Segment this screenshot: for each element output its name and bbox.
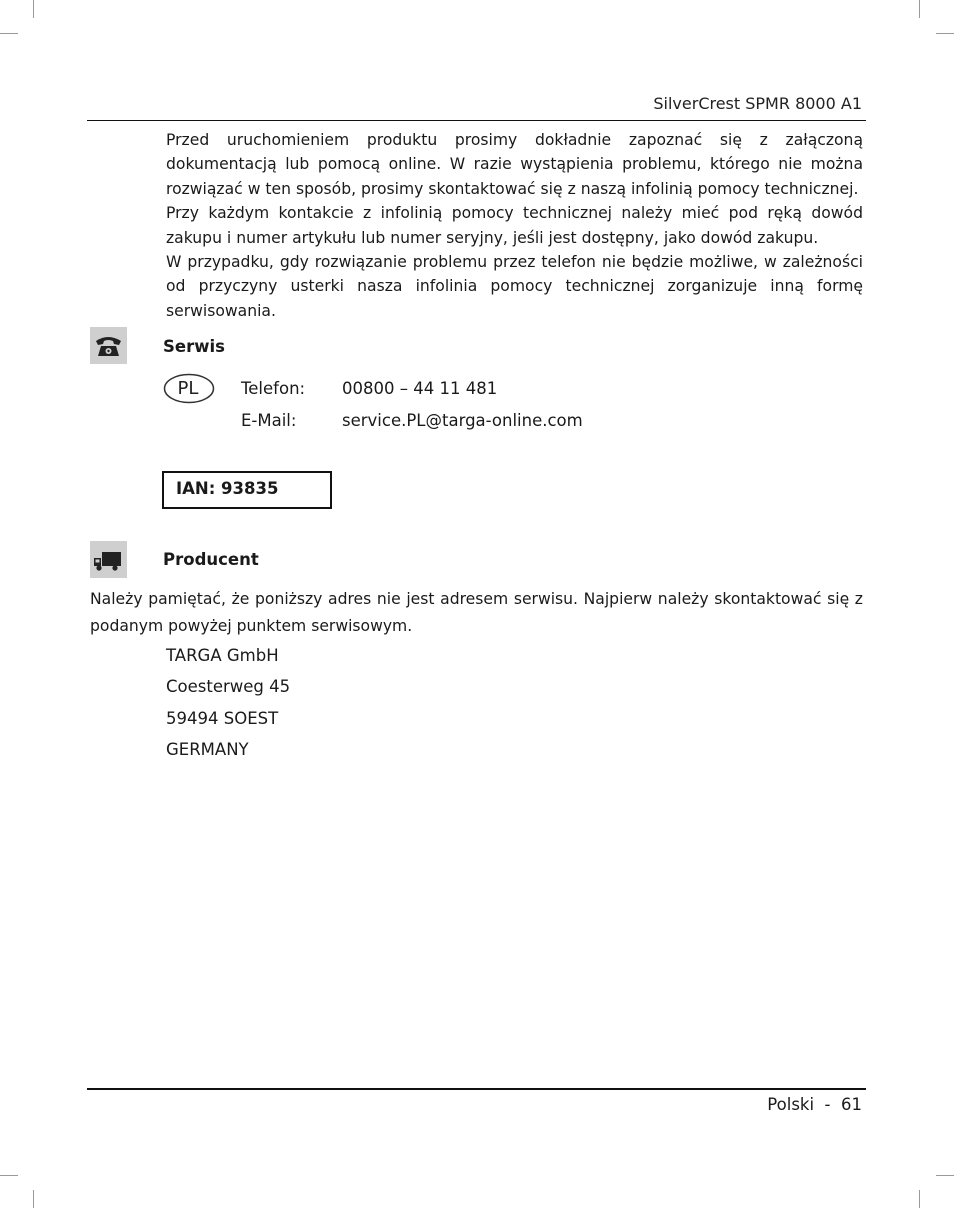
- intro-paragraph: Przy każdym kontakcie z infolinią pomocy technicznej należy mieć pod ręką dowód zakupu i numer artykułu lub numer seryjny, jeśli jest dostępny, jako dowód zakupu.: [166, 204, 863, 247]
- crop-mark: [0, 33, 18, 34]
- email-label: E-Mail:: [241, 411, 297, 430]
- ian-box: [162, 471, 332, 509]
- intro-paragraph: W przypadku, gdy rozwiązanie problemu przez telefon nie będzie możliwe, w zależności od przyczyny usterki nasza infolinia pomocy technicznej zorganizuje inną formę serwisowania.: [166, 253, 863, 320]
- ian-text: IAN: 93835: [176, 479, 279, 498]
- crop-mark: [33, 1190, 34, 1208]
- country-badge-label: PL: [177, 378, 199, 399]
- header-title: SilverCrest SPMR 8000 A1: [653, 94, 862, 113]
- crop-mark: [936, 1175, 954, 1176]
- address-line: TARGA GmbH: [166, 646, 279, 665]
- crop-mark: [919, 0, 920, 18]
- truck-icon: [90, 541, 127, 578]
- crop-mark: [33, 0, 34, 18]
- producer-heading: Producent: [163, 550, 259, 569]
- header-rule: [87, 120, 866, 121]
- intro-paragraph: Przed uruchomieniem produktu prosimy dokładnie zapoznać się z załączoną dokumentacją lub pomocą online. W razie wystąpienia problemu, którego nie można rozwiązać w ten sposób, prosimy skontaktować się z naszą infolinią pomocy technicznej.: [166, 131, 863, 198]
- address-line: Coesterweg 45: [166, 677, 291, 697]
- country-badge: [163, 373, 215, 404]
- telephone-icon: [90, 327, 127, 364]
- page-number: Polski - 61: [767, 1095, 862, 1114]
- email-value[interactable]: service.PL@targa-online.com: [342, 411, 583, 430]
- phone-label: Telefon:: [241, 379, 306, 398]
- producer-notice: Należy pamiętać, że poniższy adres nie jest adresem serwisu. Najpierw należy skontaktować się z podanym powyżej punktem serwisowym.: [90, 590, 863, 635]
- address-line: 59494 SOEST: [166, 708, 279, 728]
- crop-mark: [936, 33, 954, 34]
- address-line: GERMANY: [166, 739, 249, 759]
- phone-value[interactable]: 00800 – 44 11 481: [342, 379, 498, 398]
- crop-mark: [919, 1190, 920, 1208]
- crop-mark: [0, 1175, 18, 1176]
- intro-text: [166, 128, 863, 323]
- producer-address: [166, 645, 290, 770]
- service-heading: Serwis: [163, 337, 225, 356]
- footer-rule: [87, 1088, 866, 1090]
